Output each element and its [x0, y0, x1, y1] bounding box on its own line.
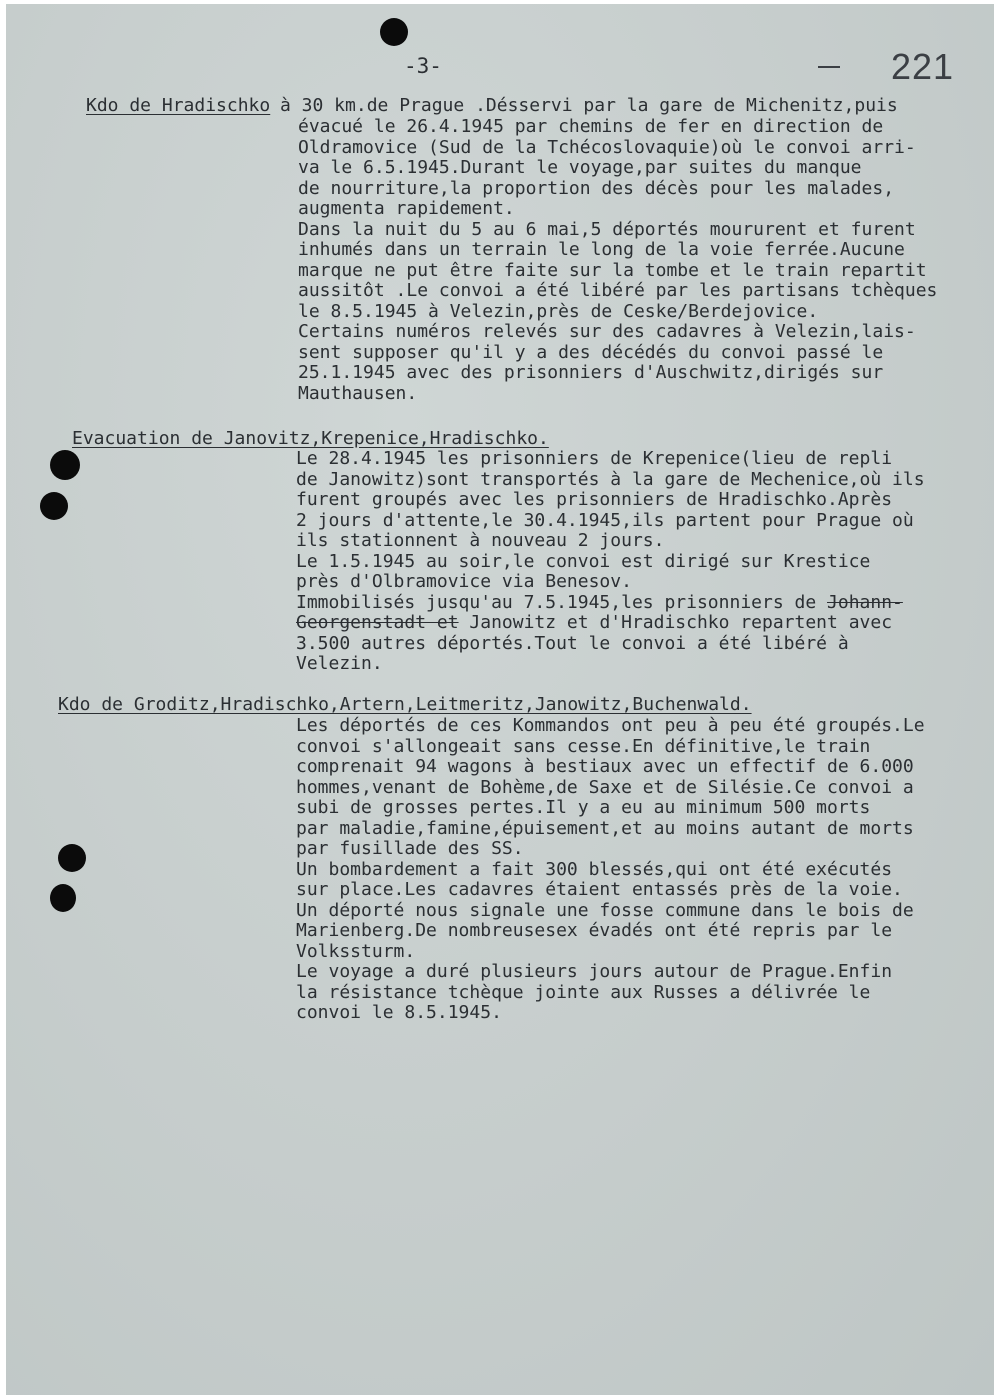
section-body: [296, 716, 925, 1024]
folio-number: 221: [891, 46, 955, 87]
body-line: près d'Olbramovice via Benesov.: [296, 571, 632, 592]
body-line: [296, 593, 925, 614]
body-line: Un bombardement a fait 300 blessés,qui ont été exécutés: [296, 858, 893, 880]
body-line: Mauthausen.: [298, 382, 418, 404]
body-line: furent groupés avec les prisonniers de Hradischko.Après: [296, 489, 893, 510]
body-line: sur place.Les cadavres étaient entassés près de la voie.: [296, 879, 903, 900]
body-line: Le 1.5.1945 au soir,le convoi est dirigé sur Krestice: [296, 550, 871, 572]
section-heading: Kdo de Hradischko: [86, 95, 271, 116]
body-line: Marienberg.De nombreusesex évadés ont été repris par le: [296, 920, 893, 941]
section-body: [298, 117, 937, 404]
body-line: de nourriture,la proportion des décès pour les malades,: [298, 177, 895, 199]
body-line: 25.1.1945 avec des prisonniers d'Auschwitz,dirigés sur: [298, 362, 884, 383]
struck-text: Johann-: [827, 591, 903, 613]
body-line: évacué le 26.4.1945 par chemins de fer en direction de: [298, 116, 884, 137]
body-line: Certains numéros relevés sur des cadavres à Velezin,lais-: [298, 321, 916, 342]
body-line: Oldramovice (Sud de la Tchécoslovaquie)où le convoi arri-: [298, 136, 916, 158]
body-line: subi de grosses pertes.Il y a eu au minimum 500 morts: [296, 797, 871, 818]
body-line: Un déporté nous signale une fosse commune dans le bois de: [296, 899, 914, 921]
body-line: convoi le 8.5.1945.: [296, 1002, 502, 1023]
body-line: 2 jours d'attente,le 30.4.1945,ils partent pour Prague où: [296, 509, 914, 531]
body-text: Immobilisés jusqu'au 7.5.1945,les prisonniers de Johann-: [296, 591, 903, 613]
punch-hole: [40, 492, 68, 520]
body-line: Les déportés de ces Kommandos ont peu à peu été groupés.Le: [296, 715, 925, 736]
section-heading: Kdo de Groditz,Hradischko,Artern,Leitmeritz,Janowitz,Buchenwald.: [58, 694, 752, 715]
body-line: ils stationnent à nouveau 2 jours.: [296, 530, 665, 551]
body-line: [296, 613, 925, 634]
page-number: -3-: [404, 54, 442, 78]
body-line: la résistance tchèque jointe aux Russes a délivrée le: [296, 981, 871, 1003]
punch-hole: [380, 18, 408, 46]
body-line: Velezin.: [296, 653, 383, 674]
body-line: augmenta rapidement.: [298, 198, 515, 219]
body-line: convoi s'allongeait sans cesse.En définitive,le train: [296, 735, 871, 757]
body-line: hommes,venant de Bohème,de Saxe et de Silésie.Ce convoi a: [296, 776, 914, 798]
body-line: de Janowitz)sont transportés à la gare de Mechenice,où ils: [296, 468, 925, 490]
body-line: 3.500 autres déportés.Tout le convoi a été libéré à: [296, 632, 849, 654]
body-line: par maladie,famine,épuisement,et au moins autant de morts: [296, 817, 914, 839]
document-page: [6, 4, 994, 1395]
section-lead-line: à 30 km.de Prague .Désservi par la gare de Michenitz,puis: [280, 95, 898, 116]
section-body: [296, 449, 925, 675]
punch-hole: [50, 884, 76, 912]
body-line: va le 6.5.1945.Durant le voyage,par suites du manque: [298, 157, 862, 178]
body-line: sent supposer qu'il y a des décédés du convoi passé le: [298, 341, 884, 363]
body-text: Georgenstadt et Janowitz et d'Hradischko repartent avec: [296, 612, 893, 633]
body-line: Le voyage a duré plusieurs jours autour de Prague.Enfin: [296, 961, 893, 982]
body-line: Dans la nuit du 5 au 6 mai,5 déportés moururent et furent: [298, 218, 916, 240]
body-line: comprenait 94 wagons à bestiaux avec un effectif de 6.000: [296, 756, 914, 777]
body-line: Volkssturm.: [296, 940, 416, 962]
body-line: Le 28.4.1945 les prisonniers de Krepenice(lieu de repli: [296, 448, 893, 469]
body-line: inhumés dans un terrain le long de la voie ferrée.Aucune: [298, 239, 905, 260]
body-line: aussitôt .Le convoi a été libéré par les partisans tchèques: [298, 280, 938, 301]
body-line: le 8.5.1945 à Velezin,près de Ceske/Berdejovice.: [298, 300, 819, 322]
punch-hole: [50, 450, 80, 480]
folio-mark: [818, 66, 840, 68]
struck-text: Georgenstadt et: [296, 612, 459, 633]
body-line: par fusillade des SS.: [296, 838, 524, 859]
body-line: marque ne put être faite sur la tombe et le train repartit: [298, 259, 927, 281]
section-heading: Evacuation de Janovitz,Krepenice,Hradischko.: [72, 428, 549, 449]
punch-hole: [58, 844, 86, 872]
